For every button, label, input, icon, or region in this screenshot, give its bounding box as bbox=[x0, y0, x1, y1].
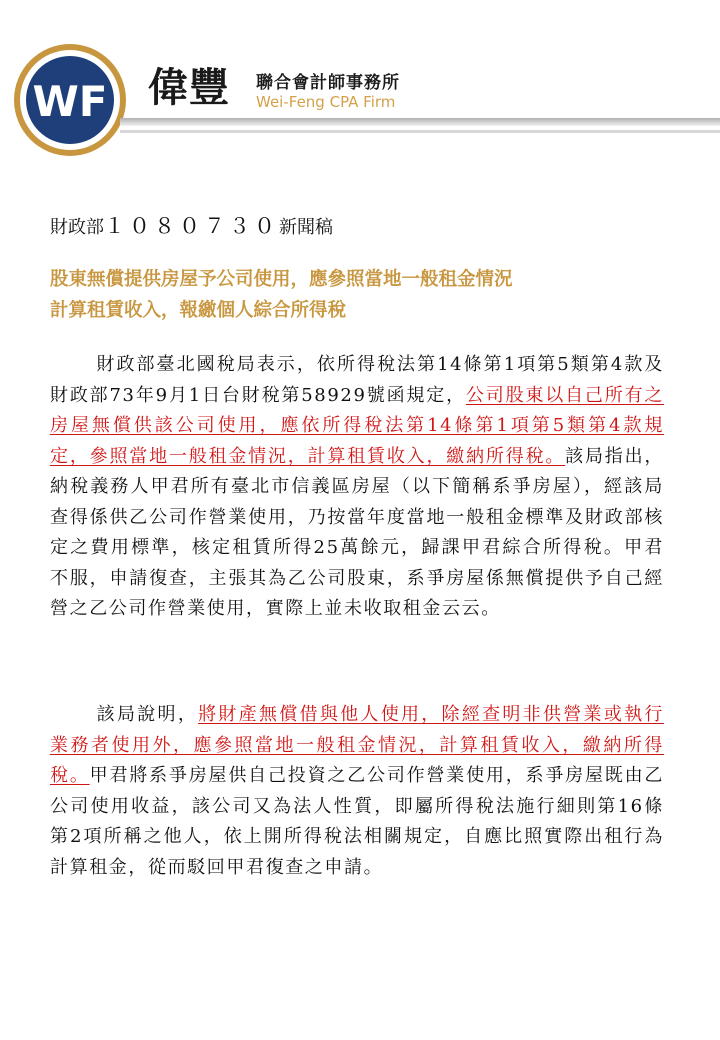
paragraph-1-rest: 該局指出，納稅義務人甲君所有臺北市信義區房屋（以下簡稱系爭房屋），經該局查得係供乙公司作營業使用，乃按當年度當地一般租金標準及財政部核定之費用標準，核定租賃所得25萬餘元，歸課甲君綜合所得稅。甲君不服，申請復查，主張其為乙公司股東，系爭房屋係無償提供予自己經營之乙公司作營業使用，實際上並未收取租金云云。 bbox=[50, 445, 664, 619]
paragraph-2-rest: 甲君將系爭房屋供自己投資之乙公司作營業使用，系爭房屋既由乙公司使用收益，該公司又為法人性質，即屬所得稅法施行細則第16條第2項所稱之他人，依上開所得稅法相關規定，自應比照實際出租行為計算租金，從而駁回甲君復查之申請。 bbox=[50, 765, 665, 878]
header-divider-thin bbox=[120, 130, 720, 133]
wf-logo-icon bbox=[0, 0, 150, 160]
logo-text: WF bbox=[32, 77, 108, 126]
press-org: 財政部 bbox=[50, 217, 104, 238]
paragraph-2-highlight: 將財產無償借與他人使用，除經查明非供營業或執行業務者使用外，應參照當地一般租金情況，計算租賃收入，繳納所得稅。 bbox=[50, 704, 664, 786]
paragraph-1 bbox=[50, 350, 664, 625]
headline bbox=[50, 264, 670, 326]
firm-name-en: Wei-Feng CPA Firm bbox=[256, 93, 396, 111]
press-date: １０８０７３０ bbox=[104, 214, 279, 238]
paragraph-1-highlight: 公司股東以自己所有之房屋無償供該公司使用，應依所得稅法第14條第1項第5類第4款規定，參照當地一般租金情況，計算租賃收入，繳納所得稅。 bbox=[50, 384, 665, 467]
paragraph-2 bbox=[50, 700, 664, 883]
firm-name-cn: 聯合會計師事務所 bbox=[256, 73, 400, 93]
header-divider bbox=[120, 118, 720, 126]
paragraph-2-intro: 該局說明， bbox=[96, 704, 199, 725]
paragraph-1-intro: 財政部臺北國稅局表示，依所得稅法第14條第1項第5類第4款及財政部73年9月1日台財稅第58929號函規定， bbox=[50, 354, 664, 406]
headline-line-2: 計算租賃收入，報繳個人綜合所得稅 bbox=[50, 300, 347, 321]
press-suffix: 新聞稿 bbox=[279, 217, 333, 238]
headline-line-1: 股東無償提供房屋予公司使用，應參照當地一般租金情況 bbox=[50, 269, 513, 290]
brand-name: 偉豐 bbox=[148, 65, 230, 111]
letterhead bbox=[0, 0, 720, 160]
press-release-line bbox=[50, 210, 333, 240]
